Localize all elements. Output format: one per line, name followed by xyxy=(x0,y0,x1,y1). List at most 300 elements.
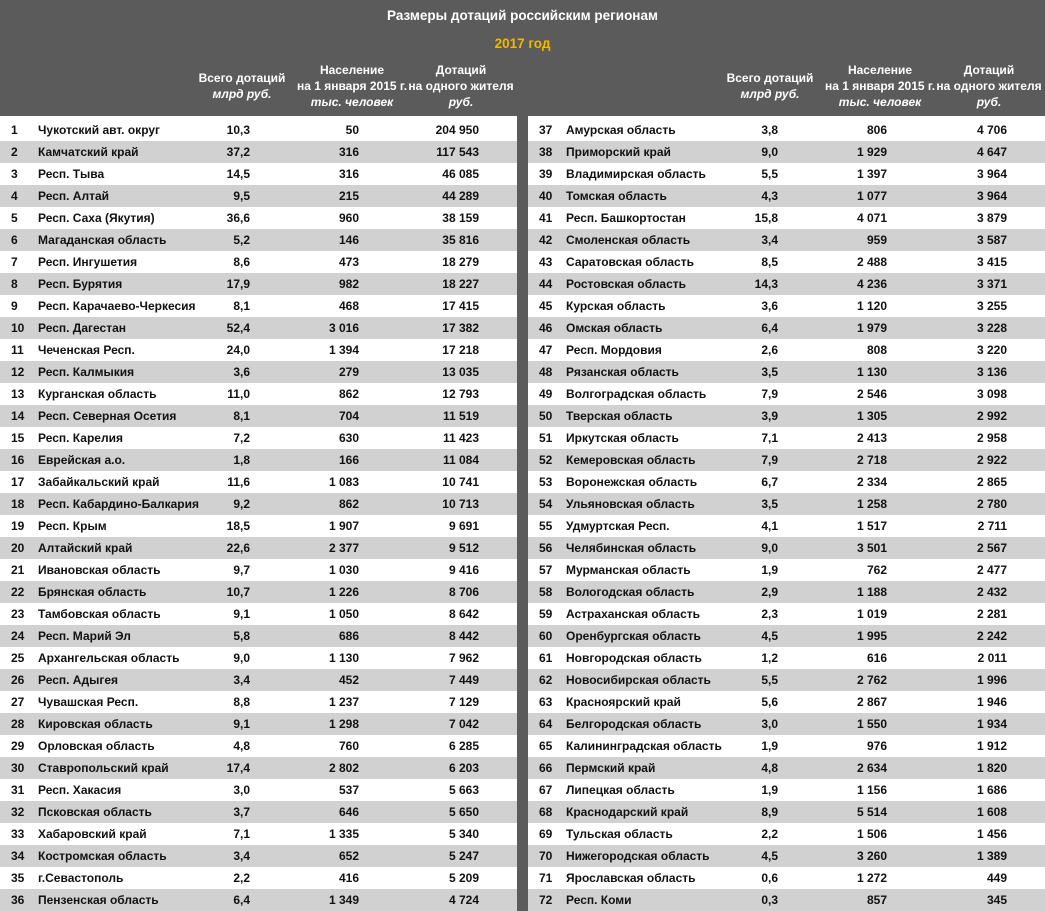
col-header-unit: млрд руб. xyxy=(212,87,272,101)
cell-rank: 6 xyxy=(11,233,18,247)
cell-region: Орловская область xyxy=(38,739,155,753)
cell-rank: 69 xyxy=(539,827,553,841)
cell-total: 1,8 xyxy=(233,453,250,467)
cell-region: Саратовская область xyxy=(566,255,694,269)
table-row xyxy=(0,141,517,163)
table-row xyxy=(0,801,517,823)
cell-region: Мурманская область xyxy=(566,563,691,577)
table-row xyxy=(0,515,517,537)
table-row xyxy=(528,361,1045,383)
table-row xyxy=(0,779,517,801)
cell-rank: 61 xyxy=(539,651,553,665)
cell-region: Челябинская область xyxy=(566,541,697,555)
cell-region: Новгородская область xyxy=(566,651,702,665)
cell-per-capita: 204 950 xyxy=(435,123,479,137)
cell-region: Хабаровский край xyxy=(38,827,147,841)
table-right-half xyxy=(528,119,1045,911)
cell-per-capita: 5 650 xyxy=(448,805,479,819)
cell-per-capita: 9 691 xyxy=(448,519,479,533)
cell-region: Пермский край xyxy=(566,761,656,775)
cell-population: 2 334 xyxy=(856,475,887,489)
cell-total: 8,5 xyxy=(761,255,778,269)
table-row xyxy=(528,493,1045,515)
table-row xyxy=(528,317,1045,339)
cell-rank: 63 xyxy=(539,695,553,709)
cell-region: Ярославская область xyxy=(566,871,696,885)
table-row xyxy=(0,537,517,559)
cell-rank: 53 xyxy=(539,475,553,489)
cell-total: 5,6 xyxy=(761,695,778,709)
cell-total: 3,9 xyxy=(761,409,778,423)
col-header-unit: тыс. человек xyxy=(310,95,394,109)
table-row xyxy=(528,867,1045,889)
cell-per-capita: 1 912 xyxy=(976,739,1007,753)
cell-total: 4,5 xyxy=(761,629,778,643)
cell-per-capita: 2 242 xyxy=(976,629,1007,643)
cell-rank: 42 xyxy=(539,233,553,247)
cell-rank: 38 xyxy=(539,145,553,159)
cell-region: Тульская область xyxy=(566,827,673,841)
cell-region: Респ. Саха (Якутия) xyxy=(38,211,155,225)
cell-population: 1 335 xyxy=(328,827,359,841)
cell-total: 9,5 xyxy=(233,189,250,203)
cell-per-capita: 18 227 xyxy=(442,277,479,291)
cell-total: 9,0 xyxy=(761,145,778,159)
cell-per-capita: 11 084 xyxy=(442,453,479,467)
table-row xyxy=(528,691,1045,713)
cell-per-capita: 5 247 xyxy=(448,849,479,863)
cell-rank: 41 xyxy=(539,211,553,225)
cell-per-capita: 2 780 xyxy=(976,497,1007,511)
table-header xyxy=(0,0,1045,116)
cell-rank: 16 xyxy=(11,453,25,467)
cell-rank: 57 xyxy=(539,563,553,577)
cell-total: 11,0 xyxy=(227,387,250,401)
cell-per-capita: 38 159 xyxy=(442,211,479,225)
cell-rank: 32 xyxy=(11,805,25,819)
cell-per-capita: 3 255 xyxy=(976,299,1007,313)
cell-per-capita: 4 724 xyxy=(448,893,479,907)
cell-region: Тверская область xyxy=(566,409,673,423)
cell-total: 1,9 xyxy=(761,563,778,577)
cell-population: 652 xyxy=(338,849,359,863)
cell-population: 630 xyxy=(338,431,359,445)
table-row xyxy=(0,295,517,317)
cell-per-capita: 17 382 xyxy=(442,321,479,335)
cell-population: 1 083 xyxy=(328,475,359,489)
cell-region: Респ. Адыгея xyxy=(38,673,119,687)
cell-rank: 21 xyxy=(11,563,25,577)
cell-rank: 44 xyxy=(539,277,553,291)
cell-rank: 52 xyxy=(539,453,553,467)
cell-total: 5,2 xyxy=(233,233,250,247)
cell-population: 468 xyxy=(338,299,359,313)
cell-per-capita: 9 416 xyxy=(448,563,479,577)
cell-per-capita: 2 011 xyxy=(977,651,1007,665)
table-row xyxy=(528,713,1045,735)
cell-per-capita: 2 567 xyxy=(976,541,1007,555)
cell-rank: 24 xyxy=(11,629,25,643)
col-header-label: Всего дотаций xyxy=(726,71,814,85)
cell-total: 3,8 xyxy=(761,123,778,137)
cell-per-capita: 1 934 xyxy=(976,717,1007,731)
cell-per-capita: 449 xyxy=(986,871,1007,885)
cell-region: Красноярский край xyxy=(566,695,681,709)
cell-region: Респ. Тыва xyxy=(38,167,105,181)
table-row xyxy=(528,251,1045,273)
cell-total: 0,3 xyxy=(761,893,778,907)
cell-population: 2 546 xyxy=(856,387,887,401)
cell-per-capita: 1 389 xyxy=(976,849,1007,863)
cell-region: Белгородская область xyxy=(566,717,702,731)
cell-total: 7,9 xyxy=(761,387,778,401)
cell-total: 36,6 xyxy=(226,211,250,225)
cell-total: 3,5 xyxy=(761,365,778,379)
cell-per-capita: 7 449 xyxy=(448,673,479,687)
cell-per-capita: 1 946 xyxy=(976,695,1007,709)
cell-per-capita: 6 285 xyxy=(448,739,479,753)
cell-region: Респ. Кабардино-Балкария xyxy=(38,497,199,511)
cell-rank: 9 xyxy=(11,299,18,313)
cell-population: 2 377 xyxy=(328,541,359,555)
cell-total: 10,7 xyxy=(226,585,250,599)
cell-population: 862 xyxy=(338,497,359,511)
cell-region: Ивановская область xyxy=(38,563,161,577)
cell-region: Приморский край xyxy=(566,145,671,159)
cell-rank: 27 xyxy=(11,695,25,709)
cell-rank: 10 xyxy=(11,321,25,335)
cell-rank: 20 xyxy=(11,541,25,555)
cell-region: Воронежская область xyxy=(566,475,698,489)
cell-region: Камчатский край xyxy=(38,145,139,159)
cell-region: Смоленская область xyxy=(566,233,691,247)
table-row xyxy=(528,427,1045,449)
cell-per-capita: 18 279 xyxy=(442,255,479,269)
table-row xyxy=(0,889,517,911)
table-row xyxy=(0,251,517,273)
cell-rank: 58 xyxy=(539,585,553,599)
cell-population: 3 501 xyxy=(856,541,887,555)
page-title: Размеры дотаций российским регионам xyxy=(387,8,658,23)
cell-rank: 26 xyxy=(11,673,25,687)
cell-population: 1 226 xyxy=(328,585,359,599)
cell-rank: 39 xyxy=(539,167,553,181)
cell-population: 1 237 xyxy=(328,695,359,709)
cell-region: Курская область xyxy=(566,299,666,313)
cell-rank: 25 xyxy=(11,651,25,665)
table-row xyxy=(0,361,517,383)
cell-total: 1,9 xyxy=(761,739,778,753)
cell-rank: 35 xyxy=(11,871,25,885)
cell-region: Амурская область xyxy=(566,123,676,137)
cell-rank: 1 xyxy=(11,123,18,137)
table-row xyxy=(0,207,517,229)
cell-population: 146 xyxy=(338,233,359,247)
table-row xyxy=(528,823,1045,845)
cell-per-capita: 10 741 xyxy=(442,475,479,489)
table-row xyxy=(528,625,1045,647)
cell-population: 4 236 xyxy=(856,277,887,291)
cell-rank: 68 xyxy=(539,805,553,819)
cell-per-capita: 1 608 xyxy=(976,805,1007,819)
table-row xyxy=(528,229,1045,251)
cell-rank: 5 xyxy=(11,211,18,225)
cell-rank: 72 xyxy=(539,893,553,907)
cell-population: 1 394 xyxy=(328,343,359,357)
table-row xyxy=(0,669,517,691)
cell-population: 2 413 xyxy=(856,431,887,445)
cell-population: 982 xyxy=(338,277,359,291)
cell-total: 9,1 xyxy=(233,607,250,621)
cell-region: Ростовская область xyxy=(566,277,687,291)
cell-per-capita: 46 085 xyxy=(442,167,479,181)
cell-total: 14,5 xyxy=(226,167,250,181)
cell-rank: 65 xyxy=(539,739,553,753)
cell-region: Псковская область xyxy=(38,805,152,819)
table-row xyxy=(0,405,517,427)
cell-population: 686 xyxy=(338,629,359,643)
cell-rank: 54 xyxy=(539,497,553,511)
cell-total: 7,9 xyxy=(761,453,778,467)
cell-total: 5,5 xyxy=(761,167,778,181)
cell-rank: 40 xyxy=(539,189,553,203)
cell-total: 4,8 xyxy=(233,739,250,753)
cell-total: 17,4 xyxy=(226,761,250,775)
col-header-label: Население xyxy=(847,63,913,77)
table-row xyxy=(0,273,517,295)
col-header-label: Дотаций xyxy=(963,63,1015,77)
table-row xyxy=(0,449,517,471)
cell-total: 9,0 xyxy=(233,651,250,665)
cell-per-capita: 17 415 xyxy=(442,299,479,313)
cell-rank: 50 xyxy=(539,409,553,423)
cell-per-capita: 345 xyxy=(986,893,1007,907)
cell-population: 1 120 xyxy=(856,299,887,313)
col-header-label: Население xyxy=(319,63,385,77)
cell-total: 8,1 xyxy=(233,409,250,423)
cell-region: Вологодская область xyxy=(566,585,695,599)
cell-per-capita: 2 992 xyxy=(976,409,1007,423)
cell-region: Новосибирская область xyxy=(566,673,711,687)
table-row xyxy=(0,383,517,405)
col-header-unit: тыс. человек xyxy=(838,95,922,109)
cell-region: Респ. Марий Эл xyxy=(38,629,131,643)
cell-population: 5 514 xyxy=(856,805,887,819)
cell-region: Удмуртская Респ. xyxy=(566,519,670,533)
cell-population: 279 xyxy=(338,365,359,379)
table-row xyxy=(528,515,1045,537)
cell-total: 18,5 xyxy=(226,519,250,533)
table-row xyxy=(0,163,517,185)
cell-rank: 59 xyxy=(539,607,553,621)
cell-total: 6,4 xyxy=(233,893,250,907)
cell-total: 9,2 xyxy=(233,497,250,511)
cell-population: 1 298 xyxy=(328,717,359,731)
cell-per-capita: 6 203 xyxy=(448,761,479,775)
cell-total: 4,3 xyxy=(761,189,778,203)
cell-total: 24,0 xyxy=(226,343,250,357)
cell-region: Томская область xyxy=(566,189,667,203)
cell-population: 1 188 xyxy=(856,585,887,599)
table-row xyxy=(0,581,517,603)
cell-population: 1 156 xyxy=(856,783,887,797)
cell-region: Респ. Мордовия xyxy=(566,343,662,357)
table-row xyxy=(528,295,1045,317)
col-header-per-capita-left xyxy=(408,62,514,110)
cell-total: 22,6 xyxy=(226,541,250,555)
cell-population: 646 xyxy=(338,805,359,819)
cell-rank: 56 xyxy=(539,541,553,555)
cell-population: 316 xyxy=(338,167,359,181)
cell-total: 1,2 xyxy=(761,651,778,665)
cell-total: 11,6 xyxy=(227,475,250,489)
cell-population: 760 xyxy=(338,739,359,753)
cell-per-capita: 8 642 xyxy=(448,607,479,621)
cell-rank: 67 xyxy=(539,783,553,797)
cell-population: 1 995 xyxy=(856,629,887,643)
cell-region: г.Севастополь xyxy=(38,871,124,885)
table-row xyxy=(0,867,517,889)
cell-population: 1 030 xyxy=(328,563,359,577)
cell-region: Иркутская область xyxy=(566,431,679,445)
cell-population: 1 929 xyxy=(856,145,887,159)
cell-per-capita: 8 442 xyxy=(448,629,479,643)
cell-population: 1 258 xyxy=(856,497,887,511)
cell-population: 960 xyxy=(338,211,359,225)
table-row xyxy=(528,449,1045,471)
cell-region: Чувашская Респ. xyxy=(38,695,139,709)
cell-region: Респ. Башкортостан xyxy=(566,211,686,225)
cell-per-capita: 2 477 xyxy=(976,563,1007,577)
table-row xyxy=(0,845,517,867)
cell-total: 2,2 xyxy=(233,871,250,885)
cell-rank: 4 xyxy=(11,189,18,203)
table-row xyxy=(528,669,1045,691)
cell-total: 9,0 xyxy=(761,541,778,555)
cell-per-capita: 9 512 xyxy=(448,541,479,555)
cell-region: Чеченская Респ. xyxy=(38,343,135,357)
cell-rank: 46 xyxy=(539,321,553,335)
table-row xyxy=(528,581,1045,603)
cell-region: Кировская область xyxy=(38,717,153,731)
cell-rank: 37 xyxy=(539,123,553,137)
cell-region: Краснодарский край xyxy=(566,805,689,819)
cell-region: Рязанская область xyxy=(566,365,679,379)
cell-population: 2 634 xyxy=(856,761,887,775)
cell-rank: 11 xyxy=(11,343,24,357)
table-row xyxy=(528,163,1045,185)
cell-total: 4,8 xyxy=(761,761,778,775)
cell-rank: 64 xyxy=(539,717,553,731)
cell-population: 3 260 xyxy=(856,849,887,863)
cell-total: 7,1 xyxy=(233,827,250,841)
cell-rank: 55 xyxy=(539,519,553,533)
cell-population: 806 xyxy=(866,123,887,137)
cell-region: Владимирская область xyxy=(566,167,706,181)
cell-rank: 43 xyxy=(539,255,553,269)
cell-region: Ульяновская область xyxy=(566,497,695,511)
table-row xyxy=(528,405,1045,427)
cell-population: 1 019 xyxy=(856,607,887,621)
cell-per-capita: 3 415 xyxy=(976,255,1007,269)
cell-region: Чукотский авт. округ xyxy=(38,123,161,137)
cell-rank: 14 xyxy=(11,409,25,423)
cell-total: 8,8 xyxy=(233,695,250,709)
cell-rank: 45 xyxy=(539,299,553,313)
cell-region: Забайкальский край xyxy=(38,475,160,489)
cell-population: 2 762 xyxy=(856,673,887,687)
table-row xyxy=(0,119,517,141)
cell-population: 2 802 xyxy=(328,761,359,775)
cell-per-capita: 11 519 xyxy=(442,409,479,423)
cell-population: 1 979 xyxy=(856,321,887,335)
col-header-label: Всего дотаций xyxy=(198,71,286,85)
cell-per-capita: 17 218 xyxy=(442,343,479,357)
table-row xyxy=(528,779,1045,801)
cell-population: 616 xyxy=(866,651,887,665)
cell-per-capita: 1 456 xyxy=(976,827,1007,841)
cell-total: 3,6 xyxy=(761,299,778,313)
cell-total: 6,4 xyxy=(761,321,778,335)
cell-population: 1 550 xyxy=(856,717,887,731)
cell-population: 2 488 xyxy=(856,255,887,269)
cell-population: 416 xyxy=(338,871,359,885)
cell-population: 1 130 xyxy=(328,651,359,665)
table-row xyxy=(0,339,517,361)
col-header-label: на одного жителя xyxy=(936,79,1042,93)
cell-total: 7,2 xyxy=(233,431,250,445)
cell-region: Архангельская область xyxy=(38,651,180,665)
cell-region: Респ. Ингушетия xyxy=(38,255,138,269)
cell-region: Респ. Карелия xyxy=(38,431,123,445)
cell-population: 857 xyxy=(866,893,887,907)
cell-population: 2 718 xyxy=(856,453,887,467)
cell-region: Респ. Дагестан xyxy=(38,321,127,335)
cell-per-capita: 117 543 xyxy=(436,145,479,159)
cell-region: Респ. Бурятия xyxy=(38,277,123,291)
cell-per-capita: 3 098 xyxy=(976,387,1007,401)
cell-per-capita: 44 289 xyxy=(442,189,479,203)
cell-rank: 66 xyxy=(539,761,553,775)
cell-rank: 15 xyxy=(11,431,25,445)
col-header-label: на 1 января 2015 г. xyxy=(824,79,936,93)
cell-total: 15,8 xyxy=(754,211,778,225)
cell-total: 3,0 xyxy=(233,783,250,797)
cell-per-capita: 3 964 xyxy=(976,189,1007,203)
cell-rank: 23 xyxy=(11,607,25,621)
cell-region: Нижегородская область xyxy=(566,849,710,863)
cell-total: 4,5 xyxy=(761,849,778,863)
cell-per-capita: 5 209 xyxy=(448,871,479,885)
cell-per-capita: 11 423 xyxy=(442,431,479,445)
cell-region: Омская область xyxy=(566,321,663,335)
table-row xyxy=(0,559,517,581)
cell-population: 959 xyxy=(866,233,887,247)
cell-per-capita: 2 432 xyxy=(976,585,1007,599)
cell-total: 4,1 xyxy=(761,519,778,533)
cell-rank: 51 xyxy=(539,431,553,445)
table-row xyxy=(0,185,517,207)
table-row xyxy=(528,603,1045,625)
cell-rank: 29 xyxy=(11,739,25,753)
cell-rank: 28 xyxy=(11,717,25,731)
cell-per-capita: 10 713 xyxy=(442,497,479,511)
table-row xyxy=(528,273,1045,295)
cell-population: 4 071 xyxy=(856,211,887,225)
cell-population: 1 517 xyxy=(856,519,887,533)
table-row xyxy=(0,471,517,493)
cell-total: 3,4 xyxy=(233,849,250,863)
